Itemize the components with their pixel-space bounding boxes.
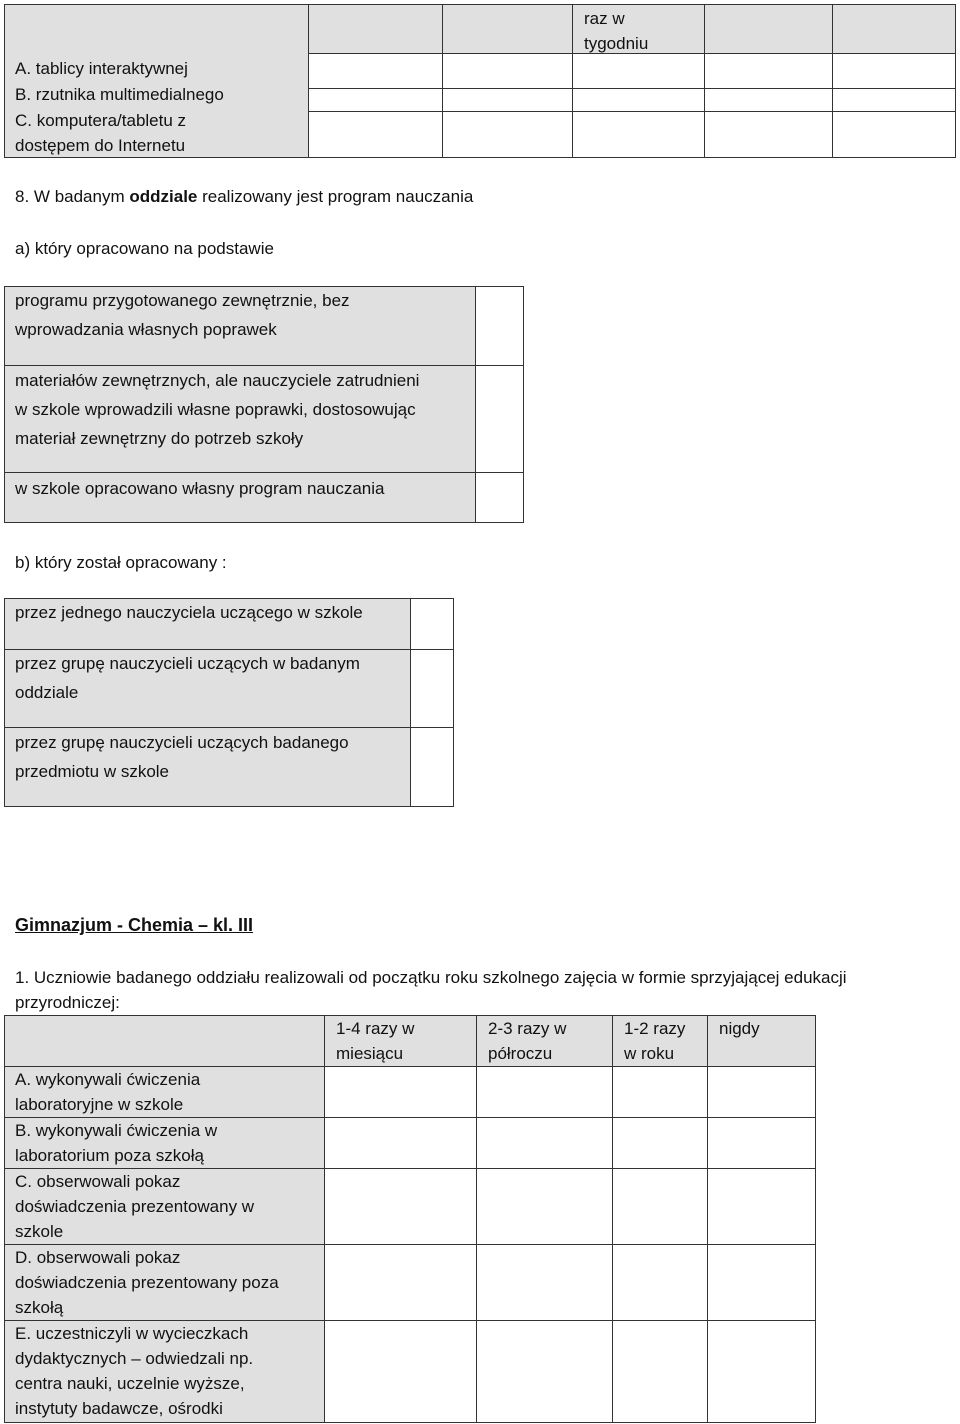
answer-checkbox[interactable]: [832, 111, 956, 158]
answer-checkbox[interactable]: [707, 1244, 816, 1321]
answer-checkbox[interactable]: [612, 1320, 708, 1423]
option-text: przez grupę nauczycieli uczących badanego: [15, 733, 349, 752]
option-text: przedmiotu w szkole: [15, 762, 170, 781]
answer-checkbox[interactable]: [707, 1168, 816, 1245]
answer-checkbox[interactable]: [476, 1320, 613, 1423]
answer-checkbox[interactable]: [704, 111, 833, 158]
row-label: szkole: [15, 1222, 64, 1241]
row-label: szkołą: [15, 1298, 64, 1317]
answer-checkbox[interactable]: [832, 53, 956, 89]
row-label: A. wykonywali ćwiczenia: [15, 1070, 201, 1089]
answer-checkbox[interactable]: [324, 1066, 477, 1118]
question-8a-title: a) który opracowano na podstawie: [15, 239, 274, 258]
column-header-line: miesiącu: [336, 1044, 404, 1063]
answer-checkbox[interactable]: [324, 1117, 477, 1169]
column-header-line: raz w: [584, 9, 625, 28]
section-heading: Gimnazjum - Chemia – kl. III: [15, 915, 254, 935]
answer-checkbox[interactable]: [324, 1244, 477, 1321]
answer-checkbox[interactable]: [612, 1117, 708, 1169]
answer-checkbox[interactable]: [612, 1168, 708, 1245]
question-text-post: realizowany jest program nauczania: [202, 187, 474, 206]
column-header-line: tygodniu: [584, 34, 649, 53]
option-checkbox[interactable]: [475, 286, 524, 366]
answer-checkbox[interactable]: [707, 1117, 816, 1169]
answer-checkbox[interactable]: [832, 88, 956, 112]
row-label: B. wykonywali ćwiczenia w: [15, 1121, 218, 1140]
answer-checkbox[interactable]: [324, 1168, 477, 1245]
option-text: materiałów zewnętrznych, ale nauczyciele zatrudnieni: [15, 371, 420, 390]
row-label: E. uczestniczyli w wycieczkach: [15, 1324, 249, 1343]
answer-checkbox[interactable]: [707, 1066, 816, 1118]
question-8b-title: b) który został opracowany :: [15, 553, 227, 572]
top-table-header-cell: [442, 4, 573, 54]
answer-checkbox[interactable]: [572, 53, 705, 89]
row-label: dostępem do Internetu: [15, 136, 186, 155]
answer-checkbox[interactable]: [572, 88, 705, 112]
option-text: przez grupę nauczycieli uczących w badanym: [15, 654, 360, 673]
answer-checkbox[interactable]: [612, 1244, 708, 1321]
question-text-bold: oddziale: [129, 187, 198, 206]
answer-checkbox[interactable]: [308, 111, 443, 158]
row-label: centra nauki, uczelnie wyższe,: [15, 1374, 245, 1393]
option-text: w szkole opracowano własny program nauczania: [15, 479, 385, 498]
row-label: A. tablicy interaktywnej: [15, 59, 188, 78]
row-label: laboratoryjne w szkole: [15, 1095, 184, 1114]
row-label: dydaktycznych – odwiedzali np.: [15, 1349, 254, 1368]
question-text-pre: W badanym: [33, 187, 125, 206]
row-label: instytuty badawcze, ośrodki: [15, 1399, 223, 1418]
column-header-line: 2-3 razy w: [488, 1019, 567, 1038]
answer-checkbox[interactable]: [308, 53, 443, 89]
question-number: 8.: [15, 187, 30, 206]
row-label: D. obserwowali pokaz: [15, 1248, 181, 1267]
answer-checkbox[interactable]: [707, 1320, 816, 1423]
option-checkbox[interactable]: [475, 365, 524, 473]
answer-checkbox[interactable]: [476, 1117, 613, 1169]
option-text: oddziale: [15, 683, 79, 702]
answer-checkbox[interactable]: [476, 1066, 613, 1118]
header-cell: [4, 1015, 325, 1067]
answer-checkbox[interactable]: [442, 53, 573, 89]
row-label: laboratorium poza szkołą: [15, 1146, 204, 1165]
answer-checkbox[interactable]: [476, 1244, 613, 1321]
column-header-line: półroczu: [488, 1044, 553, 1063]
row-label: C. obserwowali pokaz: [15, 1172, 181, 1191]
option-text: przez jednego nauczyciela uczącego w szkole: [15, 603, 363, 622]
column-header-line: nigdy: [719, 1019, 760, 1038]
option-checkbox[interactable]: [410, 727, 454, 807]
option-checkbox[interactable]: [475, 472, 524, 523]
option-text: wprowadzania własnych poprawek: [15, 320, 277, 339]
answer-checkbox[interactable]: [442, 111, 573, 158]
answer-checkbox[interactable]: [308, 88, 443, 112]
question-1-text: przyrodniczej:: [15, 993, 120, 1012]
top-table-header-cell: [832, 4, 956, 54]
option-checkbox[interactable]: [410, 598, 454, 650]
option-text: w szkole wprowadzili własne poprawki, dostosowując: [15, 400, 416, 419]
row-label: doświadczenia prezentowany w: [15, 1197, 255, 1216]
row-label: B. rzutnika multimedialnego: [15, 85, 224, 104]
question-1-text: 1. Uczniowie badanego oddziału realizowali od początku roku szkolnego zajęcia w formie sprzyjającej edukacji: [15, 968, 847, 987]
answer-checkbox[interactable]: [442, 88, 573, 112]
question-8-title: [15, 184, 473, 209]
answer-checkbox[interactable]: [572, 111, 705, 158]
answer-checkbox[interactable]: [476, 1168, 613, 1245]
column-header-line: 1-4 razy w: [336, 1019, 415, 1038]
answer-checkbox[interactable]: [704, 53, 833, 89]
column-header-line: w roku: [624, 1044, 675, 1063]
row-label: C. komputera/tabletu z: [15, 111, 187, 130]
column-header-line: 1-2 razy: [624, 1019, 686, 1038]
top-table-header-cell: [308, 4, 443, 54]
option-text: programu przygotowanego zewnętrznie, bez: [15, 291, 350, 310]
option-checkbox[interactable]: [410, 649, 454, 728]
option-text: materiał zewnętrzny do potrzeb szkoły: [15, 429, 304, 448]
answer-checkbox[interactable]: [704, 88, 833, 112]
answer-checkbox[interactable]: [324, 1320, 477, 1423]
answer-checkbox[interactable]: [612, 1066, 708, 1118]
row-label: doświadczenia prezentowany poza: [15, 1273, 279, 1292]
top-table-header-cell: [704, 4, 833, 54]
